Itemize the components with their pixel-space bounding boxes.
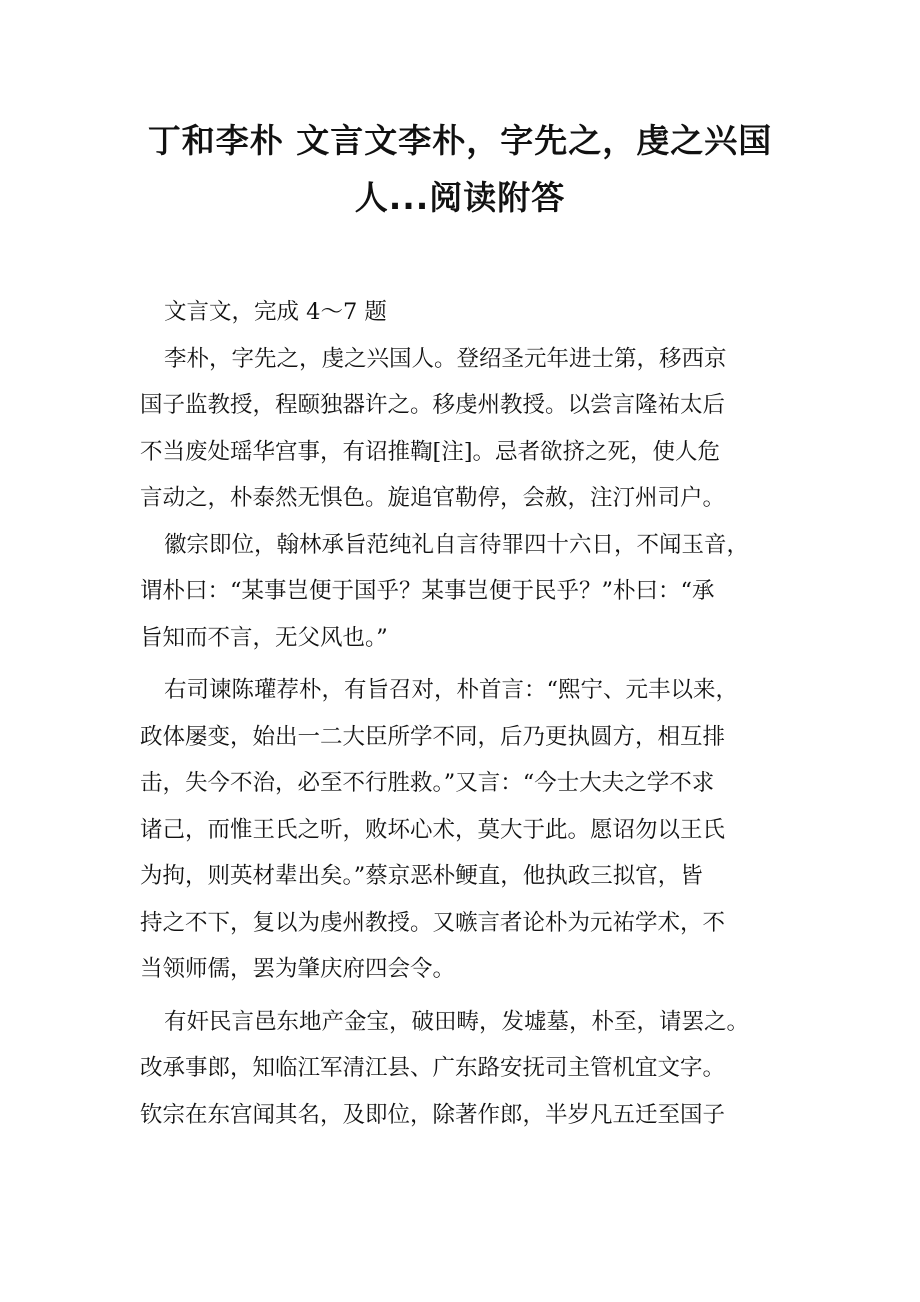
- intro-line: 文言文，完成 4～7 题: [164, 299, 387, 325]
- paragraph-line: 不当废处瑶华宫事，有诏推鞫[注]。忌者欲挤之死，使人危: [140, 438, 721, 465]
- paragraph-2: [140, 522, 800, 662]
- title-line-2: 人...阅读附答: [354, 178, 566, 217]
- paragraph-line: 当领师儒，罢为肇庆府四会令。: [140, 956, 456, 982]
- title-line-1: 丁和李朴 文言文李朴，字先之，虔之兴国: [147, 121, 773, 160]
- paragraph-line: 有奸民言邑东地产金宝，破田畴，发墟墓，朴至，请罢之。: [164, 1008, 750, 1035]
- paragraph-line: 持之不下，复以为虔州教授。又嗾言者论朴为元祐学术，不: [140, 909, 726, 936]
- paragraph-line: 为拘，则英材辈出矣。”蔡京恶朴鲠直，他执政三拟官，皆: [140, 863, 703, 889]
- paragraph-line: 李朴，字先之，虔之兴国人。登绍圣元年进士第，移西京: [164, 345, 727, 372]
- paragraph-line: 徽宗即位，翰林承旨范纯礼自言待罪四十六日，不闻玉音，: [164, 531, 750, 558]
- paragraph-line: 改承事郎，知临江军清江县、广东路安抚司主管机宜文字。: [140, 1055, 726, 1081]
- paragraph-line: 旨知而不言，无父风也。”: [140, 624, 388, 651]
- paragraph-line: 国子监教授，程颐独器许之。移虔州教授。以尝言隆祐太后: [140, 392, 726, 418]
- document-body: [140, 289, 800, 1138]
- paragraph-line: 击，失今不治，必至不行胜救。”又言：“今士大夫之学不求: [140, 770, 715, 796]
- paragraph-line: 右司谏陈瓘荐朴，有旨召对，朴首言：“熙宁、元丰以来，: [164, 677, 739, 703]
- paragraph-line: 政体屡变，始出一二大臣所学不同，后乃更执圆方，相互排: [140, 723, 726, 750]
- paragraph-1: [140, 336, 800, 522]
- paragraph-line: 言动之，朴泰然无惧色。旋追官勒停，会赦，注汀州司户。: [140, 485, 726, 511]
- paragraph-4: [140, 999, 800, 1139]
- paragraph-3: [140, 667, 800, 993]
- document-title: [120, 112, 800, 226]
- paragraph-line: 诸己，而惟王氏之听，败坏心术，莫大于此。愿诏勿以王氏: [140, 816, 726, 843]
- paragraph-line: 钦宗在东宫闻其名，及即位，除著作郎，半岁凡五迁至国子: [140, 1101, 726, 1128]
- paragraph-line: 谓朴曰：“某事岂便于国乎？某事岂便于民乎？”朴曰：“承: [140, 578, 715, 604]
